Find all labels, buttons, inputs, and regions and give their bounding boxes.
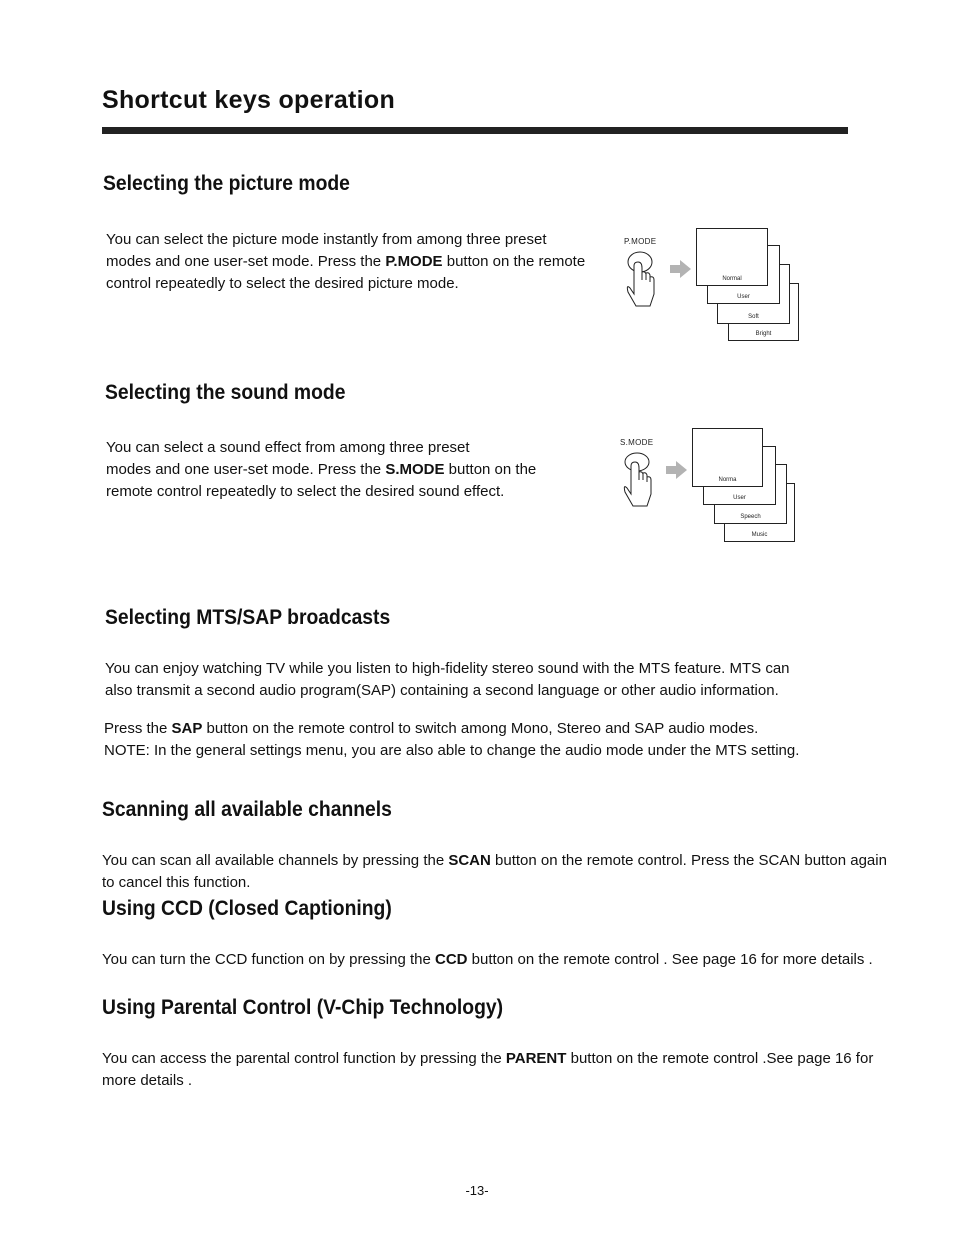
parental-line-1-post: button on the remote control .See page 16 for	[566, 1050, 874, 1067]
sound-mode-figure	[617, 426, 807, 546]
sound-mode-text	[106, 437, 556, 503]
mode-card-normal	[696, 228, 768, 286]
picture-mode-figure	[620, 226, 810, 346]
sound-line-3: remote control repeatedly to select the desired sound effect.	[106, 483, 505, 500]
scan-text	[102, 850, 892, 894]
picture-line-3: control repeatedly to select the desired picture mode.	[106, 275, 459, 292]
page-number: -13-	[465, 1183, 489, 1198]
mode-label-user: User	[737, 294, 750, 300]
mts-line-3	[104, 718, 844, 740]
mode-label-soft: Soft	[748, 314, 759, 320]
parental-line-2: more details .	[102, 1072, 193, 1089]
mts-intro-text	[105, 658, 825, 702]
picture-line-2	[106, 251, 586, 273]
mts-note: NOTE: In the general settings menu, you are also able to change the audio mode under the MTS setting.	[104, 742, 800, 759]
mode-label-normal: Normal	[722, 276, 742, 282]
title-rule	[102, 127, 848, 134]
ccd-line-1-pre: You can turn the CCD function on by pressing the	[102, 951, 435, 968]
hand-press-icon	[617, 446, 667, 516]
mode-card-norma	[692, 428, 763, 487]
picture-line-2-post: button on the remote	[442, 253, 586, 270]
mts-line-1: You can enjoy watching TV while you listen to high-fidelity stereo sound with the MTS feature. MTS can	[105, 660, 790, 677]
mode-label-norma: Norma	[718, 477, 737, 483]
mode-label-bright: Bright	[755, 331, 772, 337]
picture-line-1: You can select the picture mode instantly from among three preset	[106, 231, 547, 248]
sound-line-2-post: button on the	[444, 461, 537, 478]
sound-line-1: You can select a sound effect from among three preset	[106, 439, 470, 456]
sap-key-name: SAP	[171, 720, 203, 737]
mode-label-speech: Speech	[740, 514, 761, 520]
arrow-right-icon	[666, 461, 688, 479]
section-heading-picture-mode: Selecting the picture mode	[103, 172, 350, 195]
sound-line-2-pre: modes and one user-set mode. Press the	[106, 461, 386, 478]
ccd-key-name: CCD	[434, 951, 468, 968]
scan-line-1	[102, 850, 892, 872]
page-title: Shortcut keys operation	[102, 86, 396, 114]
parent-key-name: PARENT	[505, 1050, 567, 1067]
mts-line-3-pre: Press the	[104, 720, 172, 737]
ccd-line-1-post: button on the remote control . See page 16 for more details .	[467, 951, 873, 968]
arrow-right-icon	[670, 260, 692, 278]
smode-button-label: S.MODE	[620, 438, 654, 447]
parental-text	[102, 1048, 892, 1092]
scan-line-2: to cancel this function.	[102, 874, 251, 891]
mts-line-3-post: button on the remote control to switch among Mono, Stereo and SAP audio modes.	[202, 720, 759, 737]
parental-line-1-pre: You can access the parental control function by pressing the	[102, 1050, 506, 1067]
scan-line-1-pre: You can scan all available channels by pressing the	[102, 852, 449, 869]
scan-key-name: SCAN	[448, 852, 491, 869]
mode-label-user: User	[733, 495, 746, 501]
section-heading-parental-control: Using Parental Control (V-Chip Technology)	[102, 996, 504, 1019]
ccd-text	[102, 949, 892, 971]
mts-line-2: also transmit a second audio program(SAP) containing a second language or other audio information.	[105, 682, 779, 699]
picture-line-2-pre: modes and one user-set mode. Press the	[106, 253, 386, 270]
section-heading-scan: Scanning all available channels	[102, 798, 392, 821]
mts-sap-text	[104, 718, 844, 762]
scan-line-1-post: button on the remote control. Press the SCAN button again	[490, 852, 887, 869]
pmode-key-name: P.MODE	[385, 253, 443, 270]
ccd-line-1	[102, 949, 892, 971]
pmode-button-label: P.MODE	[624, 237, 657, 246]
section-heading-sound-mode: Selecting the sound mode	[105, 381, 346, 404]
section-heading-mts-sap: Selecting MTS/SAP broadcasts	[105, 606, 391, 629]
mode-label-music: Music	[751, 532, 768, 538]
section-heading-ccd: Using CCD (Closed Captioning)	[102, 897, 392, 920]
sound-line-2	[106, 459, 556, 481]
parental-line-1	[102, 1048, 892, 1070]
hand-press-icon	[620, 244, 670, 314]
picture-mode-text	[106, 229, 586, 295]
smode-key-name: S.MODE	[385, 461, 445, 478]
